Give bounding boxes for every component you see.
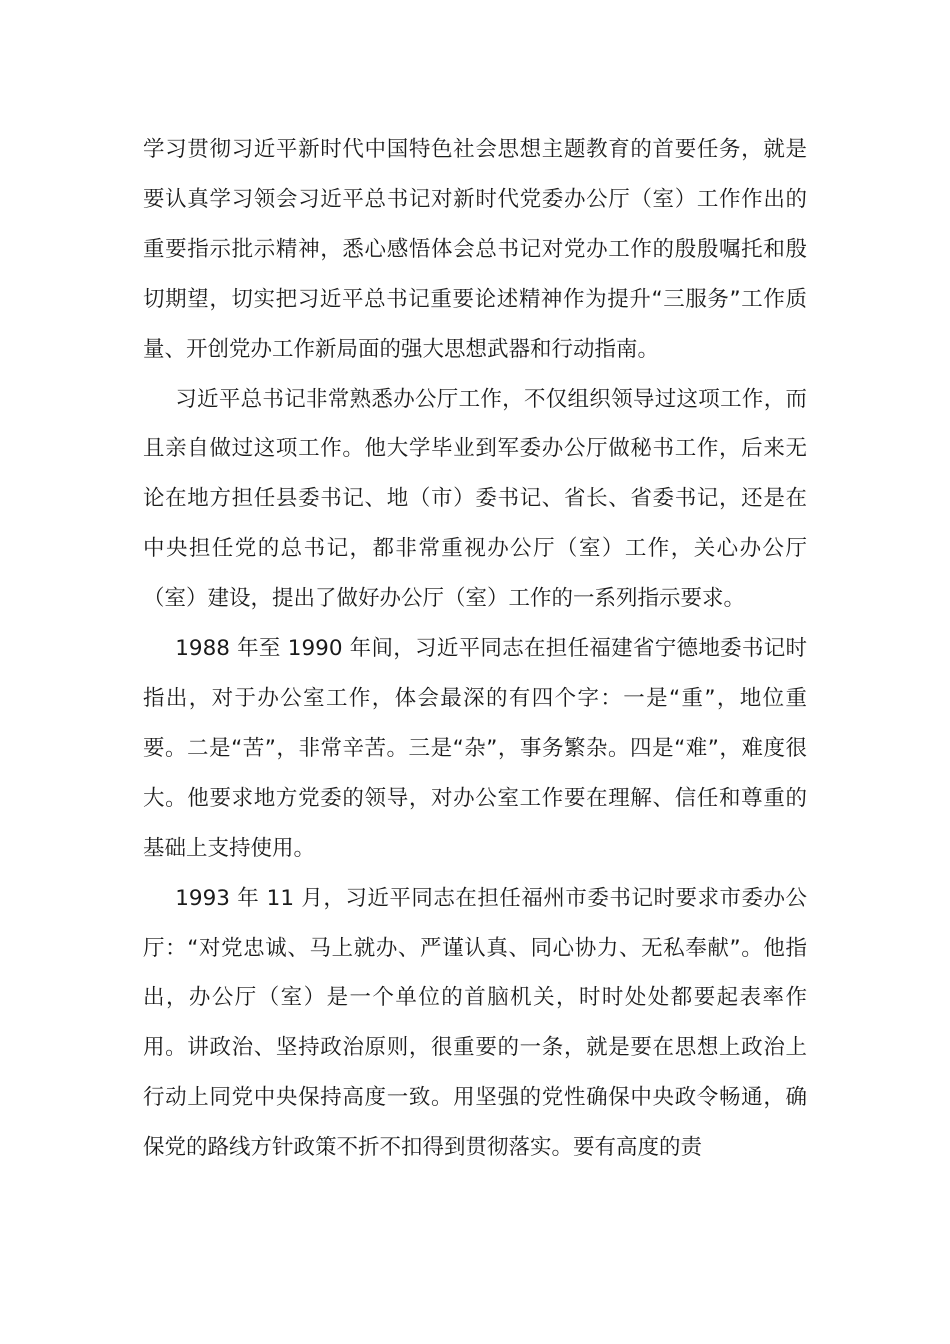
paragraph-1: 学习贯彻习近平新时代中国特色社会思想主题教育的首要任务，就是要认真学习领会习近平总书记对新时代党委办公厅（室）工作作出的重要指示批示精神，悉心感悟体会总书记对党办工作的殷殷嘱托和殷切期望，切实把习近平总书记重要论述精神作为提升“三服务”工作质量、开创党办工作新局面的强大思想武器和行动指南。 — [143, 137, 807, 362]
paragraph-3: 1988 年至 1990 年间，习近平同志在担任福建省宁德地委书记时指出，对于办公室工作，体会最深的有四个字：一是“重”，地位重要。二是“苦”，非常辛苦。三是“杂”，事务繁杂。四是“难”，难度很大。他要求地方党委的领导，对办公室工作要在理解、信任和尊重的基础上支持使用。 — [143, 636, 807, 861]
paragraph-2: 习近平总书记非常熟悉办公厅工作，不仅组织领导过这项工作，而且亲自做过这项工作。他大学毕业到军委办公厅做秘书工作，后来无论在地方担任县委书记、地（市）委书记、省长、省委书记，还是在中央担任党的总书记，都非常重视办公厅（室）工作，关心办公厅（室）建设，提出了做好办公厅（室）工作的一系列指示要求。 — [143, 386, 807, 612]
paragraph-4: 1993 年 11 月，习近平同志在担任福州市委书记时要求市委办公厅：“对党忠诚、马上就办、严谨认真、同心协力、无私奉献”。他指出，办公厅（室）是一个单位的首脑机关，时时处处都要起表率作用。讲政治、坚持政治原则，很重要的一条，就是要在思想上政治上行动上同党中央保持高度一致。用坚强的党性确保中央政令畅通，确保党的路线方针政策不折不扣得到贯彻落实。要有高度的责 — [143, 885, 807, 1161]
document-body — [143, 125, 807, 1173]
